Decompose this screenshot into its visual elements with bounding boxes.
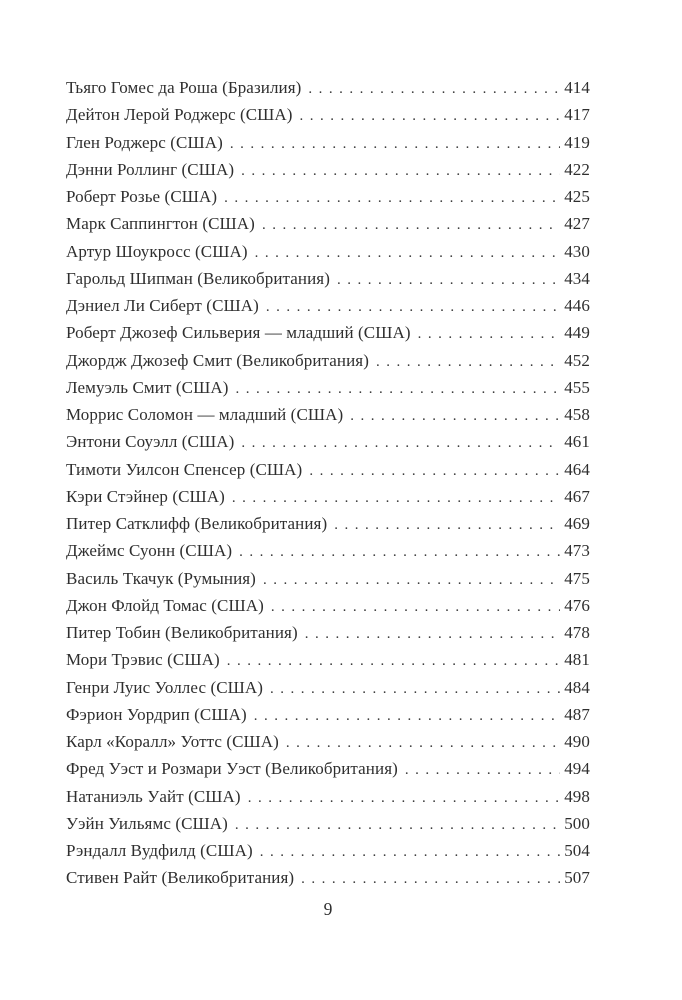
toc-entry-page: 490: [564, 732, 590, 751]
toc-entry: [66, 569, 590, 596]
toc-entry: [66, 759, 590, 786]
toc-entry-title: Глен Роджерс (США): [66, 132, 223, 152]
toc-entry: [66, 105, 590, 132]
toc-entry: [66, 705, 590, 732]
toc-entry-title: Мори Трэвис (США): [66, 650, 220, 670]
toc-entry-page: 422: [564, 159, 590, 179]
toc-entry-page: 473: [564, 541, 590, 561]
toc-entry-page: 476: [564, 595, 590, 615]
toc-entry-page: 484: [564, 677, 590, 697]
toc-entry: [66, 432, 590, 459]
toc-entry: [66, 269, 590, 296]
dot-leader-icon: [235, 814, 560, 834]
toc-entry: [66, 623, 590, 650]
toc-entry-title: Джон Флойд Томас (США): [66, 595, 264, 615]
dot-leader-icon: [350, 405, 560, 425]
toc-entry: [66, 242, 590, 269]
dot-leader-icon: [235, 378, 560, 398]
toc-entry-title: Дэнни Роллинг (США): [66, 159, 235, 179]
table-of-contents: [66, 78, 590, 896]
toc-entry-page: 414: [564, 78, 590, 97]
toc-entry: [66, 323, 590, 350]
toc-entry: [66, 351, 590, 378]
toc-entry-title: Кэри Стэйнер (США): [66, 486, 225, 506]
toc-entry-title: Дейтон Лерой Роджерс (США): [66, 105, 293, 125]
dot-leader-icon: [271, 596, 560, 616]
dot-leader-icon: [262, 214, 560, 234]
dot-leader-icon: [263, 569, 560, 589]
toc-entry-page: 417: [564, 105, 590, 125]
toc-entry-title: Гарольд Шипман (Великобритания): [66, 268, 330, 288]
toc-entry-page: 464: [564, 459, 590, 479]
toc-entry-title: Тимоти Уилсон Спенсер (США): [66, 459, 303, 479]
toc-entry-page: 452: [564, 350, 590, 370]
dot-leader-icon: [309, 460, 560, 480]
toc-entry-title: Роберт Розье (США): [66, 187, 218, 206]
toc-entry: [66, 814, 590, 841]
dot-leader-icon: [230, 133, 560, 153]
toc-entry: [66, 405, 590, 432]
dot-leader-icon: [239, 541, 560, 561]
dot-leader-icon: [224, 187, 560, 207]
dot-leader-icon: [334, 514, 560, 534]
toc-entry: [66, 732, 590, 759]
toc-entry-title: Питер Сатклифф (Великобритания): [66, 514, 328, 533]
toc-entry: [66, 378, 590, 405]
toc-entry-page: 419: [564, 132, 590, 152]
toc-entry-page: 461: [564, 432, 590, 452]
toc-entry-title: Карл «Коралл» Уоттс (США): [66, 732, 279, 751]
page-number: 9: [323, 899, 333, 919]
toc-entry: [66, 214, 590, 241]
toc-entry-title: Энтони Соуэлл (США): [66, 432, 235, 452]
toc-entry-page: 427: [564, 214, 590, 234]
toc-entry-title: Лемуэль Смит (США): [66, 377, 229, 397]
toc-entry-title: Джордж Джозеф Смит (Великобритания): [66, 350, 369, 370]
dot-leader-icon: [232, 487, 560, 507]
dot-leader-icon: [227, 650, 560, 670]
toc-entry: [66, 133, 590, 160]
toc-entry-title: Натаниэль Уайт (США): [66, 786, 241, 806]
toc-entry: [66, 160, 590, 187]
toc-entry-page: 498: [564, 786, 590, 806]
toc-entry-page: 430: [564, 241, 590, 261]
dot-leader-icon: [260, 841, 560, 861]
toc-entry-title: Уэйн Уильямс (США): [66, 813, 228, 833]
toc-entry-page: 500: [564, 813, 590, 833]
toc-entry-page: 458: [564, 405, 590, 424]
dot-leader-icon: [405, 759, 560, 779]
toc-entry-page: 446: [564, 296, 590, 315]
dot-leader-icon: [286, 732, 560, 752]
toc-entry-page: 469: [564, 514, 590, 533]
toc-entry-page: 467: [564, 486, 590, 506]
toc-entry-title: Марк Саппингтон (США): [66, 214, 255, 234]
toc-entry-page: 481: [564, 650, 590, 670]
toc-entry: [66, 296, 590, 323]
toc-entry: [66, 514, 590, 541]
toc-entry-page: 504: [564, 841, 590, 860]
toc-entry-title: Питер Тобин (Великобритания): [66, 623, 298, 642]
toc-entry: [66, 678, 590, 705]
dot-leader-icon: [241, 432, 560, 452]
toc-entry-page: 478: [564, 623, 590, 642]
dot-leader-icon: [305, 623, 560, 643]
toc-entry-title: Василь Ткачук (Румыния): [66, 568, 256, 588]
toc-entry-title: Джеймс Суонн (США): [66, 541, 233, 561]
toc-entry-title: Фэрион Уордрип (США): [66, 704, 247, 724]
toc-entry: [66, 460, 590, 487]
toc-entry-page: 475: [564, 568, 590, 588]
dot-leader-icon: [300, 105, 560, 125]
toc-entry-title: Рэндалл Вудфилд (США): [66, 841, 253, 860]
toc-entry-title: Генри Луис Уоллес (США): [66, 677, 264, 697]
toc-entry: [66, 868, 590, 895]
toc-entry-page: 449: [564, 323, 590, 343]
toc-entry: [66, 78, 590, 105]
dot-leader-icon: [308, 78, 560, 98]
toc-entry: [66, 487, 590, 514]
dot-leader-icon: [241, 160, 560, 180]
toc-entry-title: Моррис Соломон — младший (США): [66, 405, 344, 424]
toc-entry-title: Роберт Джозеф Сильверия — младший (США): [66, 323, 411, 343]
toc-entry-page: 455: [564, 377, 590, 397]
dot-leader-icon: [248, 787, 560, 807]
toc-entry: [66, 541, 590, 568]
dot-leader-icon: [337, 269, 560, 289]
toc-entry: [66, 841, 590, 868]
dot-leader-icon: [376, 351, 560, 371]
toc-entry-title: Фред Уэст и Розмари Уэст (Великобритания): [66, 759, 398, 779]
toc-entry-page: 507: [564, 868, 590, 888]
toc-entry-page: 487: [564, 704, 590, 724]
dot-leader-icon: [266, 296, 560, 316]
toc-entry-title: Тьяго Гомес да Роша (Бразилия): [66, 78, 302, 97]
dot-leader-icon: [254, 705, 560, 725]
toc-entry: [66, 787, 590, 814]
toc-entry-title: Дэниел Ли Сиберт (США): [66, 296, 259, 315]
toc-entry-page: 434: [564, 268, 590, 288]
dot-leader-icon: [255, 242, 560, 262]
toc-entry: [66, 596, 590, 623]
toc-entry-title: Стивен Райт (Великобритания): [66, 868, 295, 888]
toc-entry-page: 425: [564, 187, 590, 206]
toc-entry-title: Артур Шоукросс (США): [66, 241, 248, 261]
toc-entry-page: 494: [564, 759, 590, 779]
toc-entry: [66, 187, 590, 214]
dot-leader-icon: [301, 868, 560, 888]
dot-leader-icon: [418, 323, 560, 343]
toc-entry: [66, 650, 590, 677]
dot-leader-icon: [270, 678, 560, 698]
